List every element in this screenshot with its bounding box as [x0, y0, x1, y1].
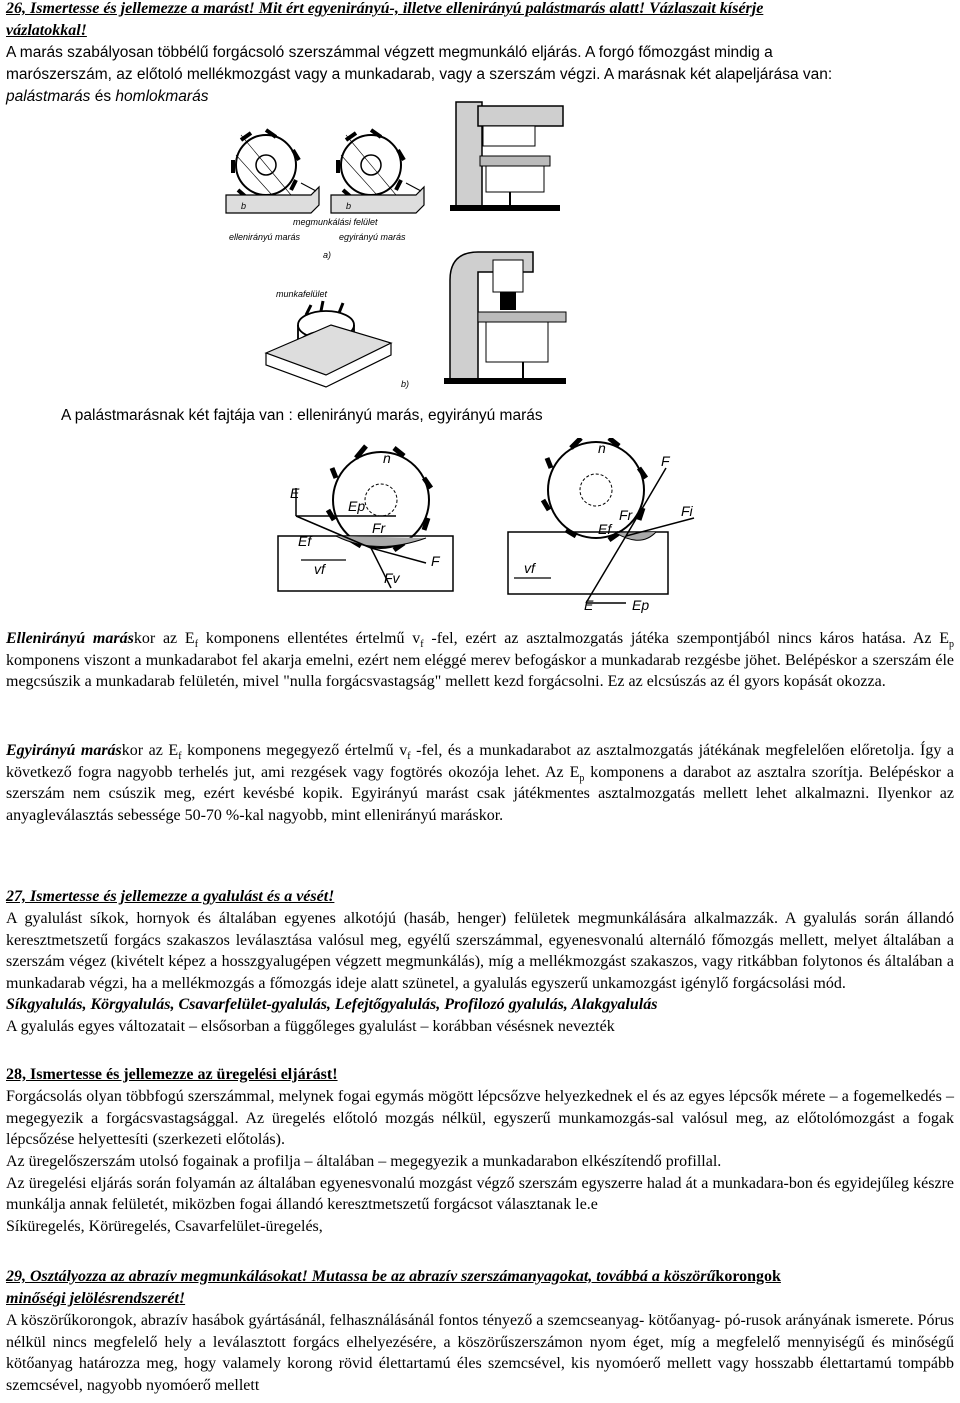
- horizontal-mill-icon: [450, 102, 563, 211]
- fig1-work-label: munkafelület: [276, 289, 328, 299]
- fig1-tool-b: b: [346, 201, 352, 211]
- left-Ef-label: Ef: [298, 533, 312, 549]
- section-29-body: A köszörűkorongok, abrazív hasábok gyártásánál, felhasználásánál fontos tényező a szemcseanyag- kötőanyag- pó-rusok arányának ismerete. Pórus nélkül nincs megfelelő hely a leválasztott forgács elhelyezésére, a köszörűszerszámon nyom éget, míg a megfelelő mennyiségű és minőségű kötőanyag határozza meg, hogy valamely korong rövid élettartamú éles szemcsével, kis nyomóerő mellett vagy hosszabb élettartamú tompább szemcsével, nagyobb nyomóerő mellett: [6, 1312, 954, 1394]
- climb-milling-term: Egyirányú marás: [6, 742, 122, 759]
- left-vf-label: vf: [314, 561, 325, 577]
- right-Ep-label: Ep: [632, 597, 650, 613]
- section-26-heading-line1: 26, Ismertesse és jellemezze a marást! Mit ért egyenirányú-, illetve ellenirányú palástmarás alatt! Vázlaszait kísérje: [6, 0, 764, 17]
- fig1-b-label: b): [401, 379, 410, 389]
- fig1-counter-label: ellenirányú marás: [229, 232, 301, 242]
- right-F-label: F: [661, 453, 670, 469]
- left-E-label: E: [290, 485, 300, 501]
- section-29-heading-line2: minőségi jelölésrendszerét!: [6, 1290, 186, 1307]
- left-Fr-label: Fr: [372, 520, 386, 536]
- section-27-note: A gyalulás egyes változatait – elsősorban a függőleges gyalulást – korábban vésésnek nevezték: [6, 1018, 615, 1036]
- section-28-p4: Síküregelés, Körüregelés, Csavarfelület-üregelés,: [6, 1217, 323, 1235]
- section-28-p2: Az üregelőszerszám utolsó fogainak a profilja – általában – megegyezik a munkadarabon elkészítendő profillal.: [6, 1152, 722, 1170]
- section-28: [6, 1064, 954, 1238]
- term-palastmaras: palástmarás: [6, 88, 91, 105]
- intro-and: és: [90, 88, 116, 105]
- left-F-label: F: [431, 553, 440, 569]
- vertical-mill-icon: [444, 252, 566, 384]
- section-27-body: A gyalulást síkok, hornyok és általában egyenes alkotójú (hasáb, henger) felületek megmunkálására alkalmazzák. A gyalulás során állandó keresztmetszetű forgács szakaszos leválasztása valósul meg, egyélű szerszámmal, egyenesvonalú alternáló főmozgás mellett, melyet általában a szerszám végez (kivételt képez a hosszgyalugépen végzett megmunkálás), míg a mellékmozgást szakaszos, vagy ritkábban folytonos és általában a munkadarab végzi, ha a mellékmozgás a főmozgás ideje alatt szünetel, a gyalulás egyszerű unkamozgást igénylő forgácsolási mód.: [6, 910, 954, 992]
- right-n-label: n: [598, 440, 606, 456]
- fig1-surface-label: megmunkálási felület: [293, 217, 378, 227]
- term-homlokmaras: homlokmarás: [115, 88, 209, 105]
- fig1-a-label: a): [323, 250, 332, 260]
- section-28-heading: 28, Ismertesse és jellemezze az üregelési eljárást!: [6, 1066, 338, 1083]
- face-workpiece: [266, 325, 391, 375]
- section-27-heading: 27, Ismertesse és jellemezze a gyalulást és a vését!: [6, 888, 335, 905]
- counter-milling-diagram: [278, 446, 453, 591]
- section-26-intro: [6, 42, 954, 108]
- arrow-left-icon: [301, 183, 316, 191]
- right-Ef-label: Ef: [598, 521, 612, 537]
- left-Fv-label: Fv: [384, 570, 400, 586]
- milling-machines-figure: [438, 100, 578, 390]
- section-29: [6, 1266, 954, 1396]
- right-Fi-label: Fi: [681, 503, 693, 519]
- section-27: [6, 886, 954, 1038]
- right-Fr-label: Fr: [619, 507, 633, 523]
- section-26-heading-line2: vázlatokkal!: [6, 22, 87, 39]
- intro-line-1: A marás szabályosan többélű forgácsoló szerszámmal végzett megmunkáló eljárás. A forgó főmozgást mindig a: [6, 44, 773, 61]
- section-28-p1: Forgácsolás olyan többfogú szerszámmal, melynek fogai egymás mögött lépcsőzve helyezkednek el és az egyes lépcsők mérete – a fogemelkedés – megegyezik a forgácsvastagsággal. Az üregelés előtoló mozgás nélkül, egyszerű munkamozgás-sal valósul meg, az előtolómozgást a fogak lépcsőzése helyettesíti (szerkezeti előtolás).: [6, 1088, 954, 1149]
- force-diagram-figure: [276, 438, 696, 618]
- right-vf-label: vf: [524, 560, 535, 576]
- cutter-left-icon: [233, 130, 299, 205]
- arrow-right-icon: [406, 183, 421, 191]
- counter-milling-term: Ellenirányú marás: [6, 630, 134, 647]
- section-27-types: Síkgyalulás, Körgyalulás, Csavarfelület-gyalulás, Lefejtőgyalulás, Profilozó gyalulás, Alakgyalulás: [6, 996, 658, 1014]
- section-28-p3: Az üregelési eljárás során folyamán az általában egyenesvonalú mozgást végző szerszám egyszerre halad át a munkadara-bon és egyidejűleg készre munkálja annak felületét, miközben fogai állandó keresztmetszetű forgácsot választanak le.e: [6, 1174, 954, 1214]
- counter-milling-paragraph: Ellenirányú maráskor az $E_f$ komponens ellentétes értelmű $v_f$ -fel, ezért az asztalmozgatás játéka szempontjából nincs káros hatása. Az $E_p$ komponens viszont a munkadarabot fel akarja emelni, ezért nem eléggé merev befogáskor a munkadarab rezgésbe jöhet. Belépéskor a szerszám éle megcsúszik a munkadarab felületén, mivel "nulla forgácsvastagság" mellett kezd forgácsolni. Ez az elcsúszás az él gyors kopását okozza.: [6, 630, 955, 691]
- milling-types-line: A palástmarásnak két fajtája van : ellenirányú marás, egyirányú marás: [61, 407, 543, 424]
- left-n-label: n: [383, 450, 391, 466]
- climb-milling-diagram: [508, 438, 694, 613]
- section-26-heading: [6, 0, 954, 42]
- section-29-heading-line1: 29, Osztályozza az abrazív megmunkálásokat! Mutassa be az abrazív szerszámanyagokat, továbbá a köszörűkorongok: [6, 1268, 781, 1285]
- intro-line-2: marószerszám, az előtoló mellékmozgást vagy a munkadarab, vagy a szerszám végzi. A marásnak két alapeljárása van:: [6, 66, 833, 83]
- fig1-same-label: egyirányú marás: [339, 232, 406, 242]
- left-Ep-label: Ep: [348, 498, 366, 514]
- climb-milling-paragraph: Egyirányú maráskor az $E_f$ komponens megegyező értelmű $v_f$ -fel, és a munkadarabot az asztalmozgatás játékának megfelelően előretolja. Így a következő fogra nagyobb terhelés jut, ami rezgések vagy fogtörés okozója lehet. Az $E_p$ komponens a darabot az asztalra szorítja. Belépéskor a szerszám nem csúszik meg, ezért kevésbé kopik. Egyirányú marást csak játékmentes asztalmozgatás mellett lehet alkalmazni. Ilyenkor az anyagleválasztás sebessége 50-70 %-kal nagyobb, mint ellenirányú maráskor.: [6, 742, 954, 824]
- right-E-label: E: [584, 597, 594, 613]
- fig1-tool-a: b: [241, 201, 247, 211]
- milling-methods-figure: [221, 125, 441, 395]
- cutter-right-icon: [338, 130, 404, 205]
